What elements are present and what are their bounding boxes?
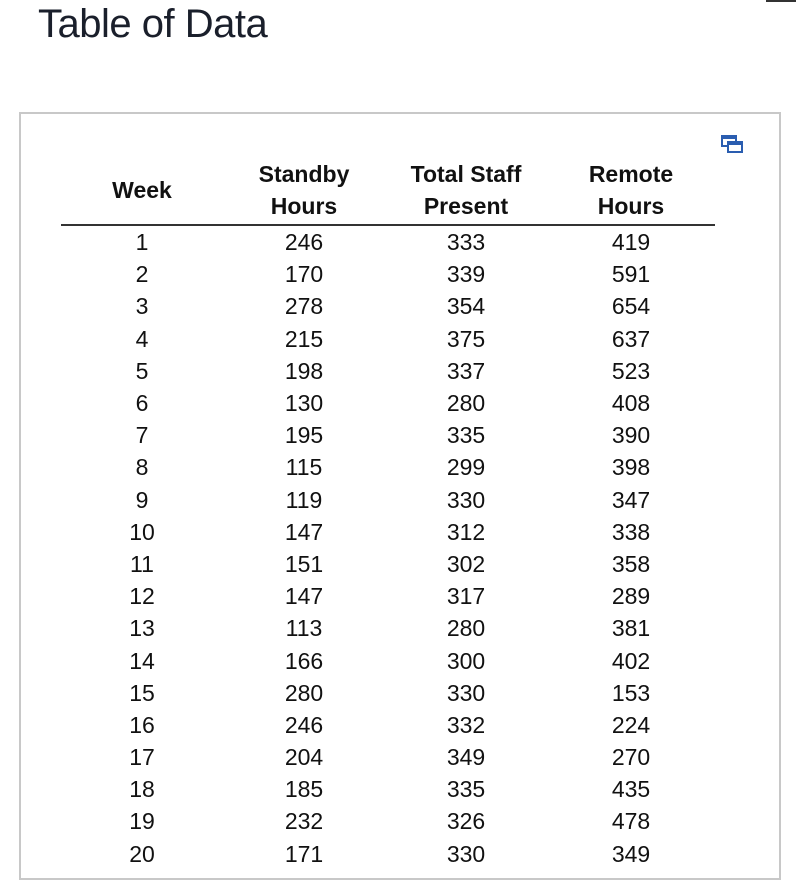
popout-window-icon-svg [721, 134, 743, 154]
header-standby-hours [223, 158, 385, 225]
corner-divider [766, 0, 796, 2]
standby-hours-cell: 171 [284, 840, 324, 867]
standby-hours-cell: 198 [284, 357, 324, 384]
total-staff-cell: 349 [446, 744, 486, 771]
week-cell: 19 [129, 808, 155, 835]
standby-hours-cell: 130 [284, 390, 324, 417]
remote-hours-cell: 402 [611, 647, 651, 674]
table-row [61, 773, 715, 805]
table-row [61, 290, 715, 322]
total-staff-cell: 330 [446, 840, 486, 867]
remote-hours-cell: 347 [611, 486, 651, 513]
week-cell: 17 [129, 744, 155, 771]
remote-hours-cell: 338 [611, 518, 651, 545]
standby-hours-cell: 115 [285, 454, 323, 481]
table-row [61, 419, 715, 451]
total-staff-cell: 335 [446, 776, 486, 803]
standby-hours-cell: 215 [284, 325, 324, 352]
remote-hours-cell: 270 [611, 744, 651, 771]
standby-hours-cell: 280 [284, 679, 324, 706]
total-staff-cell: 299 [446, 454, 486, 481]
week-cell: 15 [129, 679, 155, 706]
total-staff-cell: 312 [446, 518, 486, 545]
table-row [61, 387, 715, 419]
header-standby-line2: Hours [270, 193, 338, 219]
table-header-row [61, 158, 715, 225]
remote-hours-cell: 358 [611, 550, 651, 577]
table-row [61, 355, 715, 387]
week-cell: 16 [129, 711, 155, 738]
header-remote-hours [547, 158, 715, 225]
table-row [61, 677, 715, 709]
standby-hours-cell: 113 [285, 615, 323, 642]
week-cell: 5 [135, 357, 149, 384]
header-total-staff-present [385, 158, 547, 225]
standby-hours-cell: 151 [284, 550, 324, 577]
total-staff-cell: 330 [446, 679, 486, 706]
week-cell: 18 [129, 776, 155, 803]
remote-hours-cell: 153 [611, 679, 651, 706]
header-week [61, 158, 223, 225]
remote-hours-cell: 637 [611, 325, 651, 352]
total-staff-cell: 332 [446, 711, 486, 738]
table-row [61, 838, 715, 870]
table-row [61, 516, 715, 548]
remote-hours-cell: 419 [611, 229, 651, 256]
table-row [61, 451, 715, 483]
week-cell: 12 [129, 583, 155, 610]
table-body [61, 225, 715, 870]
total-staff-cell: 326 [446, 808, 486, 835]
standby-hours-cell: 204 [284, 744, 324, 771]
header-remote-line1: Remote [588, 161, 674, 187]
remote-hours-cell: 591 [611, 261, 651, 288]
week-cell: 13 [129, 615, 155, 642]
remote-hours-cell: 435 [611, 776, 651, 803]
data-table [61, 158, 715, 870]
standby-hours-cell: 170 [284, 261, 324, 288]
total-staff-cell: 330 [446, 486, 486, 513]
popout-window-icon[interactable] [721, 134, 743, 154]
total-staff-cell: 317 [446, 583, 486, 610]
table-row [61, 323, 715, 355]
header-staff-line1: Total Staff [410, 161, 522, 187]
standby-hours-cell: 246 [284, 229, 324, 256]
standby-hours-cell: 147 [284, 518, 324, 545]
week-cell: 6 [135, 390, 149, 417]
week-cell: 10 [129, 518, 155, 545]
standby-hours-cell: 232 [284, 808, 324, 835]
remote-hours-cell: 289 [611, 583, 651, 610]
remote-hours-cell: 408 [611, 390, 651, 417]
total-staff-cell: 333 [446, 229, 486, 256]
table-row [61, 225, 715, 258]
standby-hours-cell: 246 [284, 711, 324, 738]
table-row [61, 644, 715, 676]
remote-hours-cell: 349 [611, 840, 651, 867]
remote-hours-cell: 390 [611, 422, 651, 449]
table-row [61, 709, 715, 741]
week-cell: 20 [129, 840, 155, 867]
standby-hours-cell: 185 [284, 776, 324, 803]
standby-hours-cell: 119 [285, 486, 323, 513]
remote-hours-cell: 381 [611, 615, 651, 642]
standby-hours-cell: 166 [284, 647, 324, 674]
total-staff-cell: 302 [446, 550, 486, 577]
header-standby-line1: Standby [258, 161, 350, 187]
remote-hours-cell: 478 [611, 808, 651, 835]
total-staff-cell: 354 [446, 293, 486, 320]
header-remote-line2: Hours [597, 193, 665, 219]
remote-hours-cell: 224 [611, 711, 651, 738]
standby-hours-cell: 278 [284, 293, 324, 320]
remote-hours-cell: 523 [611, 357, 651, 384]
total-staff-cell: 300 [446, 647, 486, 674]
week-cell: 1 [135, 229, 149, 256]
standby-hours-cell: 195 [284, 422, 324, 449]
data-table-panel [19, 112, 781, 880]
week-cell: 9 [135, 486, 149, 513]
remote-hours-cell: 654 [611, 293, 651, 320]
total-staff-cell: 280 [446, 390, 486, 417]
total-staff-cell: 375 [446, 325, 486, 352]
table-row [61, 741, 715, 773]
remote-hours-cell: 398 [611, 454, 651, 481]
table-row [61, 484, 715, 516]
standby-hours-cell: 147 [284, 583, 324, 610]
total-staff-cell: 280 [446, 615, 486, 642]
table-row [61, 548, 715, 580]
week-cell: 2 [135, 261, 149, 288]
page-title: Table of Data [38, 2, 268, 46]
week-cell: 3 [135, 293, 149, 320]
total-staff-cell: 337 [446, 357, 486, 384]
total-staff-cell: 339 [446, 261, 486, 288]
week-cell: 8 [135, 454, 149, 481]
week-cell: 11 [130, 550, 154, 577]
table-row [61, 580, 715, 612]
header-staff-line2: Present [423, 193, 509, 219]
table-row [61, 805, 715, 837]
week-cell: 14 [129, 647, 155, 674]
total-staff-cell: 335 [446, 422, 486, 449]
table-row [61, 612, 715, 644]
week-cell: 4 [135, 325, 149, 352]
header-week-label: Week [112, 177, 172, 203]
table-row [61, 258, 715, 290]
week-cell: 7 [135, 422, 149, 449]
